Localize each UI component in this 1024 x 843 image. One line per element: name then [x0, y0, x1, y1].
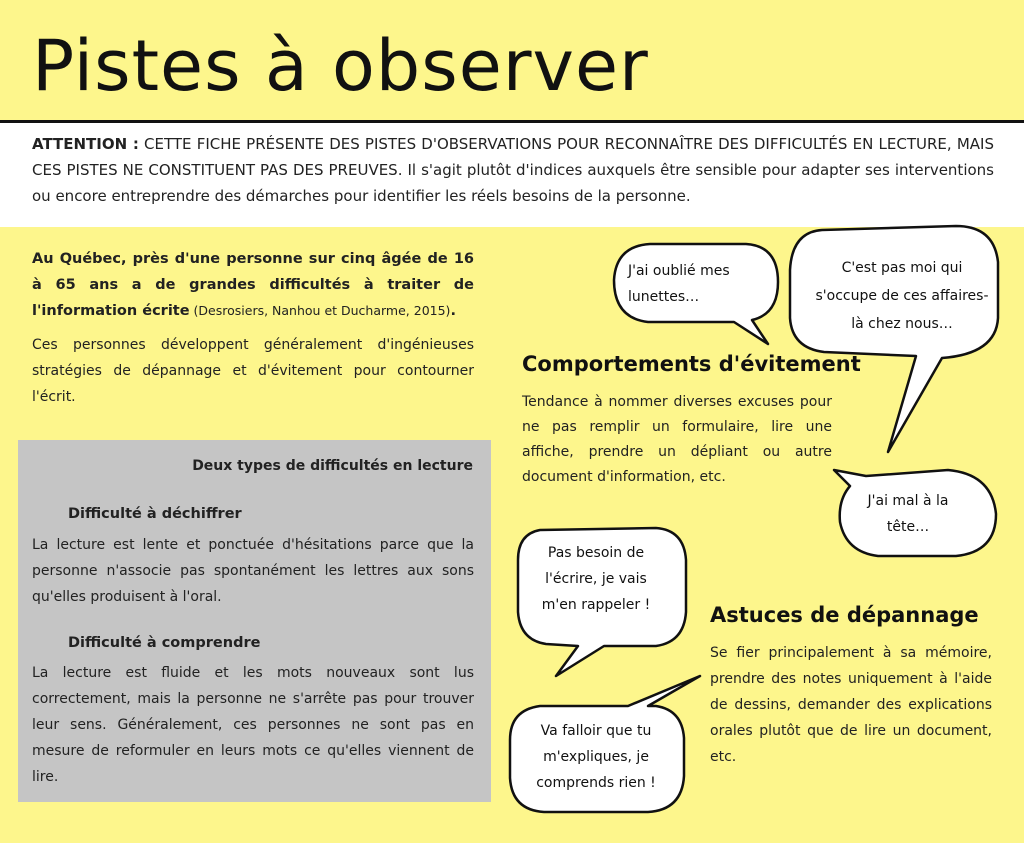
- intro-lead-end: .: [450, 303, 456, 319]
- bubble-tete-text: J'ai mal à la tête…: [867, 493, 949, 535]
- bubble-ecrire-text: Pas besoin de l'écrire, je vais m'en rappeler !: [541, 545, 651, 613]
- bubble-expliques-text: Va falloir que tu m'expliques, je comprends rien !: [536, 723, 656, 791]
- depannage-title: Astuces de dépannage: [710, 603, 979, 627]
- dechiffrer-text: La lecture est lente et ponctuée d'hésitations parce que la personne n'associe pas spontanément les lettres aux sons qu'elles produisent à l'oral.: [32, 537, 474, 605]
- warning-caps-text: CETTE FICHE PRÉSENTE DES PISTES D'OBSERVATIONS POUR RECONNAÎTRE DES DIFFICULTÉS EN LECTURE, MAIS CES PISTES NE CONSTITUENT PAS DES PREUVES.: [32, 135, 994, 179]
- warning-label: ATTENTION :: [32, 135, 139, 153]
- page-title: Pistes à observer: [32, 25, 649, 107]
- intro-lead-text: Au Québec, près d'une personne sur cinq âgée de 16 à 65 ans a de grandes difficultés à traiter de l'information écrite: [32, 251, 474, 319]
- evitement-title: Comportements d'évitement: [522, 352, 861, 376]
- intro-citation: (Desrosiers, Nanhou et Ducharme, 2015): [189, 303, 451, 318]
- evitement-text: Tendance à nommer diverses excuses pour ne pas remplir un formulaire, lire une affiche, prendre un dépliant ou autre document d'information, etc.: [522, 394, 832, 485]
- comprendre-title: Difficulté à comprendre: [68, 635, 261, 651]
- bubble-lunettes-text: J'ai oublié mes lunettes…: [628, 263, 730, 305]
- difficulty-types-heading: Deux types de difficultés en lecture: [192, 458, 473, 474]
- intro-body: Ces personnes développent généralement d'ingénieuses stratégies de dépannage et d'évitement pour contourner l'écrit.: [32, 337, 474, 405]
- dechiffrer-title: Difficulté à déchiffrer: [68, 506, 242, 522]
- bubble-affaires-text: C'est pas moi qui s'occupe de ces affaires-là chez nous…: [815, 260, 989, 332]
- depannage-text: Se fier principalement à sa mémoire, prendre des notes uniquement à l'aide de dessins, demander des explications orales plutôt que de lire un document, etc.: [710, 645, 992, 765]
- comprendre-text: La lecture est fluide et les mots nouveaux sont lus correctement, mais la personne ne s'arrête pas pour trouver leur sens. Généralement, ces personnes ne sont pas en mesure de reformuler en leurs mots ce qu'elles viennent de lire.: [32, 665, 474, 785]
- warning-rest-text: Il s'agit plutôt d'indices auxquels être sensible pour adapter ses interventions ou encore entreprendre des démarches pour identifier les réels besoins de la personne.: [32, 161, 994, 205]
